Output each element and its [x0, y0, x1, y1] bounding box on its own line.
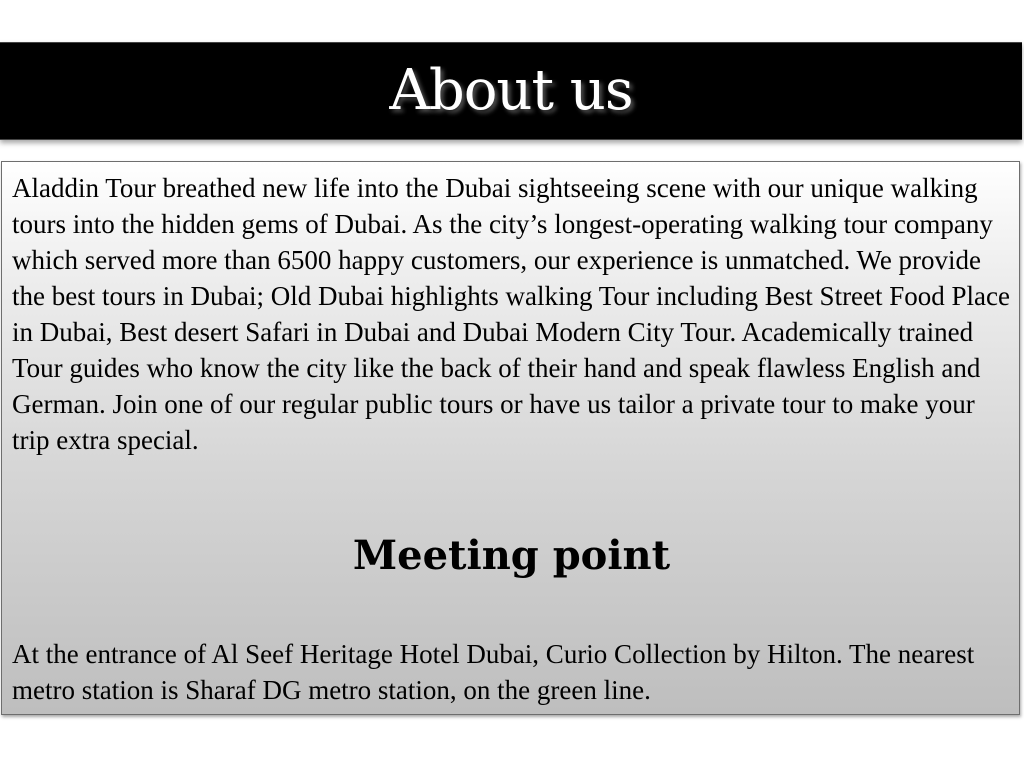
- about-paragraph: Aladdin Tour breathed new life into the Dubai sightseeing scene with our unique walking tours into the hidden gems of Dubai. As the city’s longest-operating walking tour company which served more than 6500 happy customers, our experience is unmatched. We provide the best tours in Dubai; Old Dubai highlights walking Tour including Best Street Food Place in Dubai, Best desert Safari in Dubai and Dubai Modern City Tour. Academically trained Tour guides who know the city like the back of their hand and speak flawless English and German. Join one of our regular public tours or have us tailor a private tour to make your trip extra special.: [12, 173, 1011, 455]
- title-bar: [0, 42, 1022, 140]
- meeting-point-paragraph: At the entrance of Al Seef Heritage Hotel Dubai, Curio Collection by Hilton. The nearest metro station is Sharaf DG metro station, on the green line.: [12, 639, 975, 705]
- slide-title: About us: [389, 58, 633, 123]
- content-box: [1, 161, 1020, 715]
- meeting-point-heading: Meeting point: [352, 532, 671, 579]
